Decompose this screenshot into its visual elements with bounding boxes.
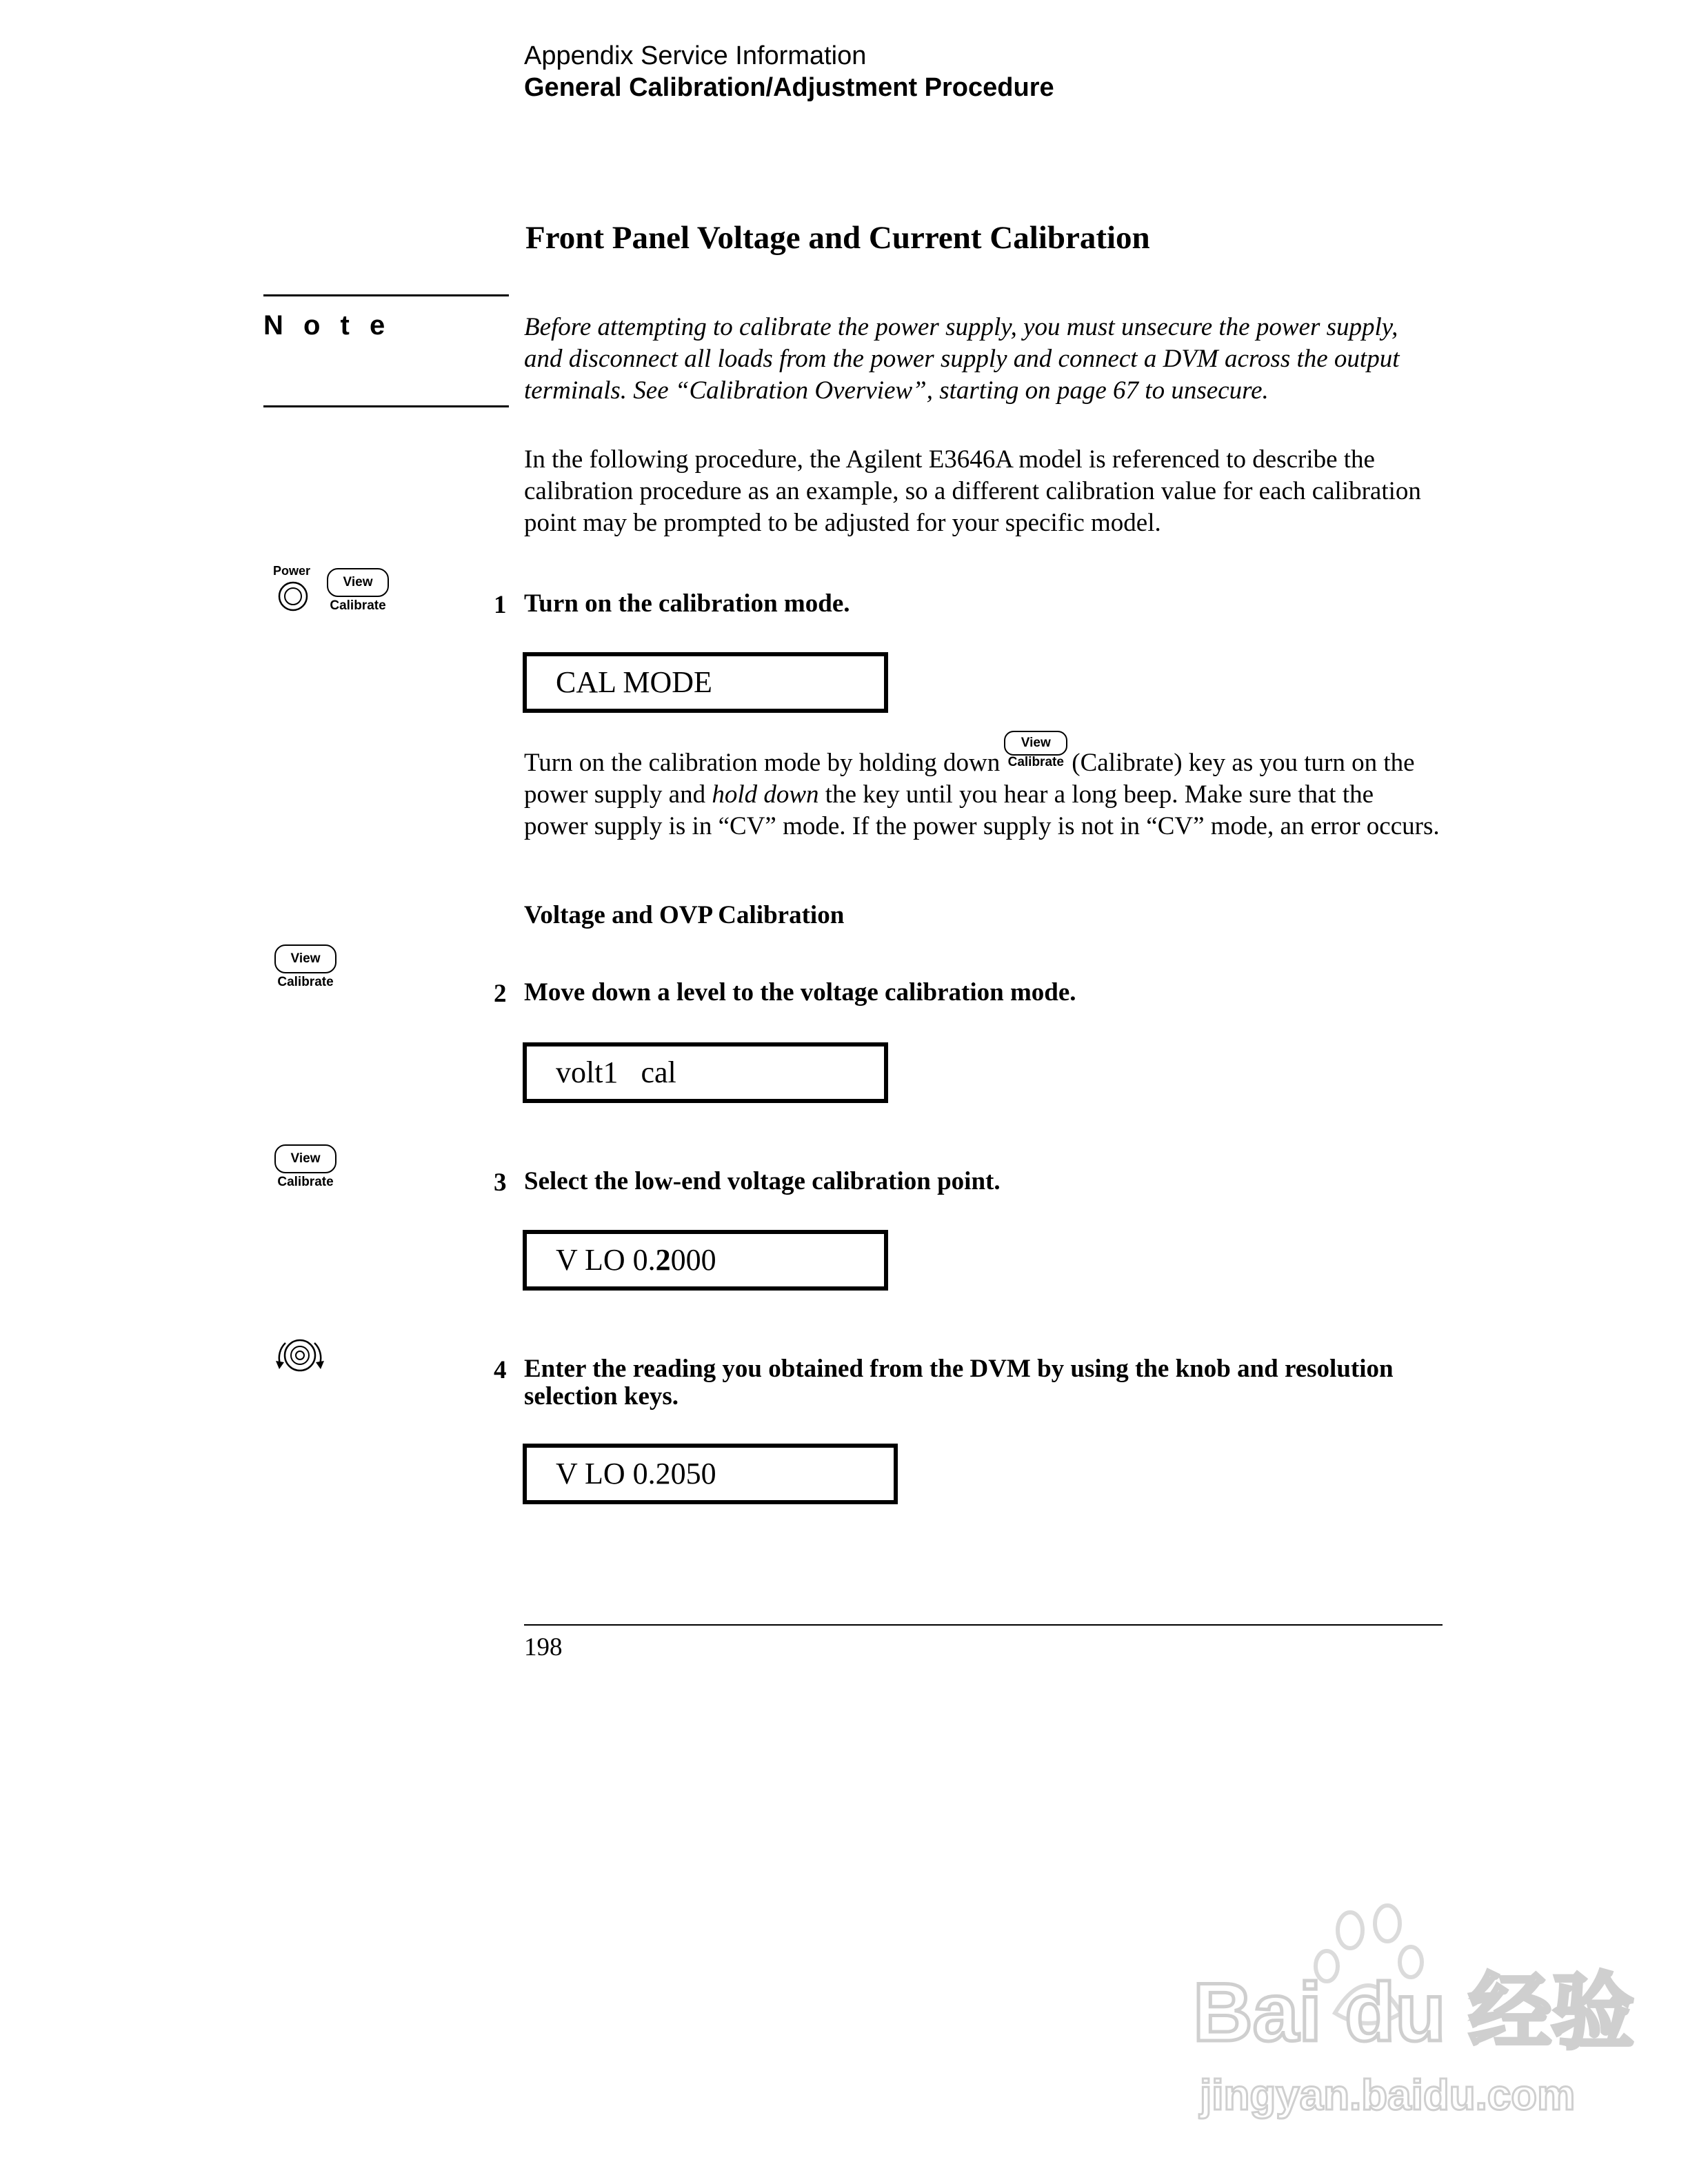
view-key-label: View <box>274 944 336 973</box>
page-number: 198 <box>524 1633 563 1661</box>
view-calibrate-key-icon <box>274 944 336 995</box>
view-calibrate-key-icon <box>327 568 389 619</box>
power-key-label: Power <box>273 564 311 578</box>
calibrate-key-label: Calibrate <box>330 598 386 613</box>
step-text: Select the low-end voltage calibration point. <box>524 1167 1001 1195</box>
calibrate-key-label: Calibrate <box>1007 755 1064 769</box>
section-title: Front Panel Voltage and Current Calibration <box>525 220 1150 256</box>
step-number: 3 <box>494 1169 507 1197</box>
header-section: Appendix Service Information <box>524 41 867 70</box>
step-text: Enter the reading you obtained from the DVM by using the knob and resolution selection keys. <box>524 1355 1394 1410</box>
desc-text: Turn on the calibration mode by holding down <box>524 749 1001 777</box>
desc-text: (Calibrate) key as you turn on the power supply and <box>524 749 1415 809</box>
step-number: 2 <box>494 980 507 1008</box>
view-calibrate-key-icon <box>274 1144 336 1195</box>
desc-text: the key until you hear a long beep. Make sure that the power supply is in “CV” mode. If the power supply is not in “CV” mode, an error occurs. <box>524 780 1440 840</box>
subheading: Voltage and OVP Calibration <box>524 901 845 929</box>
power-button-icon <box>277 580 309 612</box>
lcd-display: volt1 cal <box>523 1042 888 1103</box>
lcd-display: V LO 0.2050 <box>523 1444 898 1504</box>
lcd-text: 000 <box>670 1243 716 1277</box>
lcd-text: V LO 0. <box>556 1243 656 1277</box>
step-text: Turn on the calibration mode. <box>524 589 850 618</box>
note-rule-bottom <box>263 405 509 407</box>
view-key-label: View <box>327 568 389 597</box>
watermark-logo: Bai du 经验 <box>1193 1966 1635 2059</box>
baidu-watermark <box>1172 1903 1635 2130</box>
calibrate-key-label: Calibrate <box>277 975 334 989</box>
step1-description <box>524 736 1441 842</box>
desc-emphasis: hold down <box>712 780 819 809</box>
lcd-display <box>523 1230 888 1291</box>
note-text: Before attempting to calibrate the power supply, you must unsecure the power supply, and disconnect all loads from the power supply and connect a DVM across the output terminals. See “Calibration Overview”, starting on page 67 to unsecure. <box>524 313 1400 405</box>
note-rule-top <box>263 294 509 296</box>
view-key-label: View <box>1004 731 1067 756</box>
step-number: 4 <box>494 1356 507 1384</box>
view-calibrate-key-icon <box>1004 736 1067 775</box>
calibrate-key-label: Calibrate <box>277 1175 334 1189</box>
note-label: N o t e <box>263 310 392 341</box>
lcd-display: CAL MODE <box>523 652 888 713</box>
watermark-url: jingyan.baidu.com <box>1200 2072 1576 2119</box>
step-number: 1 <box>494 591 507 619</box>
footer-rule <box>524 1624 1443 1626</box>
lcd-cursor-digit: 2 <box>655 1243 671 1277</box>
step-text: Move down a level to the voltage calibration mode. <box>524 978 1076 1007</box>
header-title: General Calibration/Adjustment Procedure <box>524 73 1054 102</box>
intro-paragraph: In the following procedure, the Agilent E3646A model is referenced to describe the calibration procedure as an example, so a different calibration value for each calibration point may be prompted to be adjusted for your specific model. <box>524 445 1421 537</box>
knob-icon <box>270 1335 330 1377</box>
view-key-label: View <box>274 1144 336 1173</box>
